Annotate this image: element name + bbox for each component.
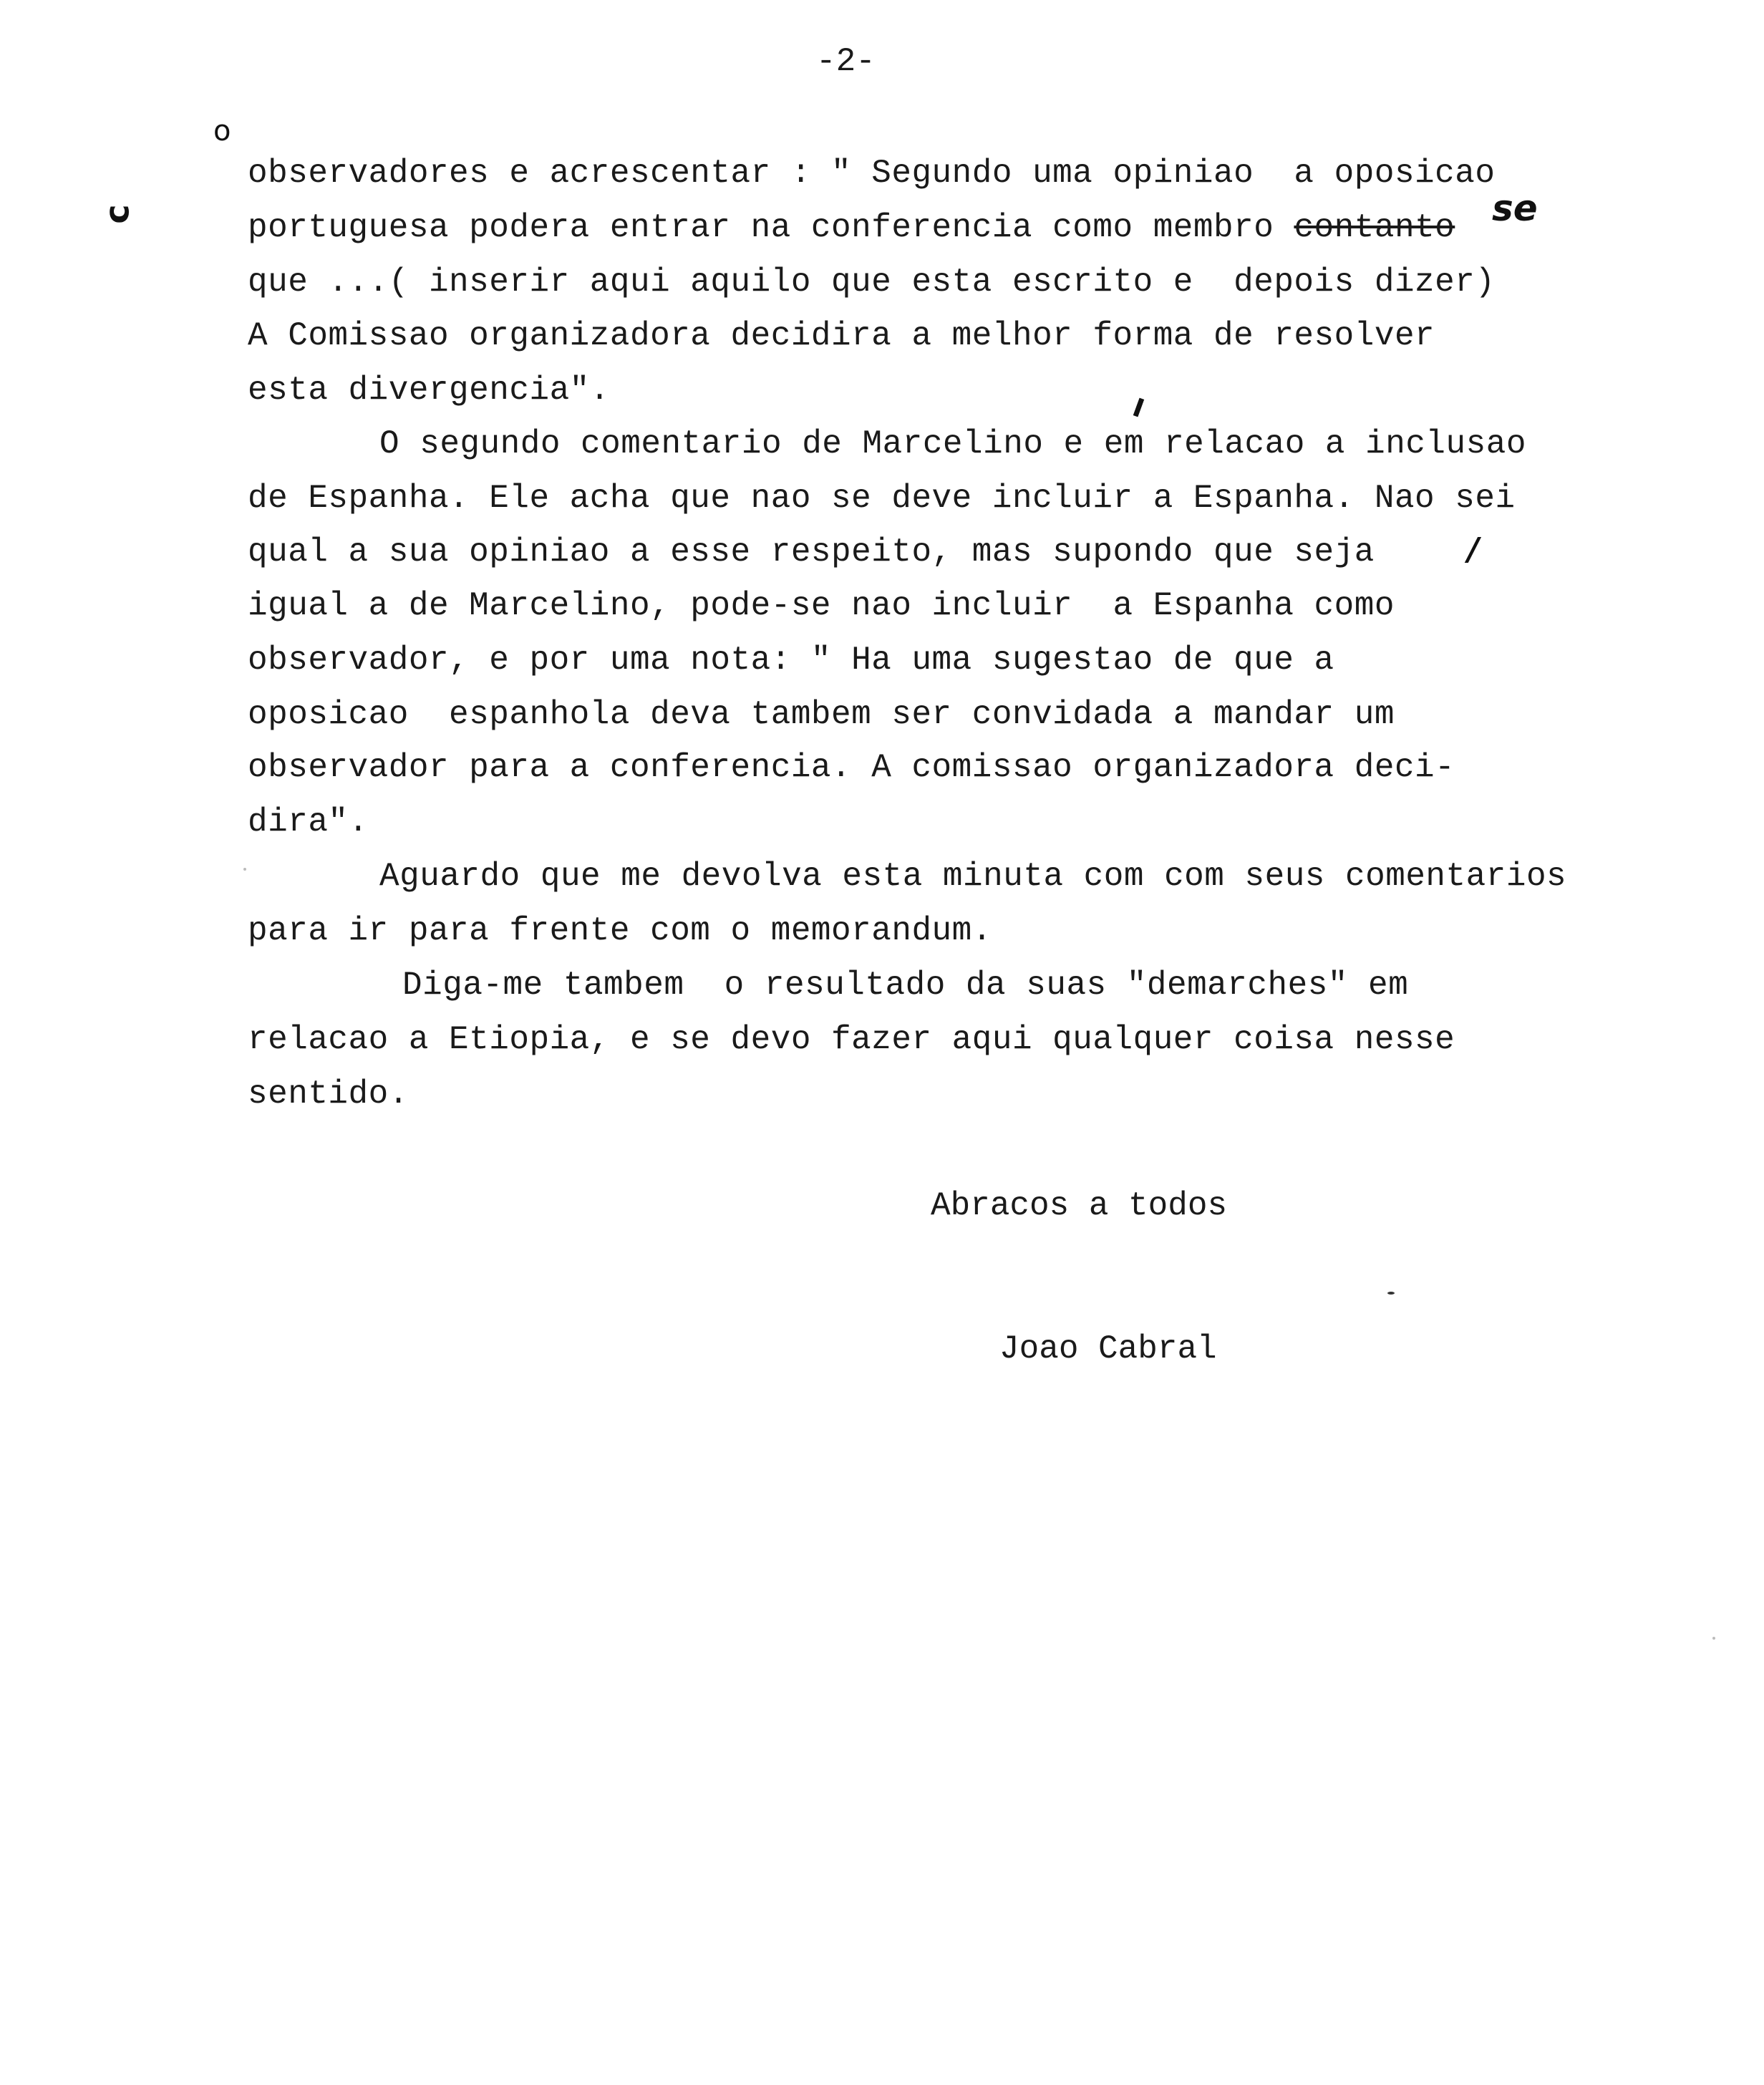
handwritten-correction: se: [1492, 188, 1538, 229]
paragraph-2-line-6: oposicao espanhola deva tambem ser convidada a mandar um: [248, 696, 1395, 733]
paragraph-2-line-7: observador para a conferencia. A comissao organizadora deci-: [248, 749, 1455, 786]
paragraph-1-line-4: A Comissao organizadora decidira a melhor forma de resolver: [248, 317, 1435, 354]
paragraph-4-line-2: relacao a Etiopia, e se devo fazer aqui qualquer coisa nesse: [248, 1021, 1455, 1058]
paragraph-2-line-8: dira".: [248, 803, 369, 841]
signature-name: Joao Cabral: [999, 1330, 1217, 1368]
handwritten-mark-margin: c: [97, 204, 137, 224]
scan-speck: [1712, 1637, 1715, 1640]
paragraph-4-line-3: sentido.: [248, 1075, 409, 1113]
paragraph-1-line-2-text: portuguesa podera entrar na conferencia como membro: [248, 209, 1294, 246]
struck-word: contanto: [1294, 209, 1455, 246]
paragraph-1-line-5: esta divergencia".: [248, 372, 610, 409]
paragraph-2-line-1: O segundo comentario de Marcelino e em relacao a inclusao: [379, 425, 1526, 463]
handwritten-x-mark: /: [1468, 531, 1480, 568]
paragraph-2-line-4: igual a de Marcelino, pode-se nao incluir a Espanha como: [248, 587, 1395, 624]
scan-speck: [1387, 1292, 1395, 1295]
paragraph-2-line-5: observador, e por uma nota: " Ha uma sugestao de que a: [248, 642, 1334, 679]
paragraph-1-line-2: [248, 208, 1455, 248]
paragraph-3-line-1: Aguardo que me devolva esta minuta com com seus comentarios: [379, 858, 1567, 895]
paragraph-3-line-2: para ir para frente com o memorandum.: [248, 912, 992, 949]
paragraph-2-line-3: qual a sua opiniao a esse respeito, mas supondo que seja: [248, 533, 1375, 571]
paragraph-2-line-2: de Espanha. Ele acha que nao se deve incluir a Espanha. Nao sei: [248, 480, 1516, 517]
scan-speck: [243, 868, 246, 871]
paragraph-4-line-1: Diga-me tambem o resultado da suas "demarches" em: [402, 967, 1409, 1004]
page-number: -2-: [816, 43, 876, 80]
handwritten-accent-mark: [1133, 398, 1144, 417]
paragraph-1-line-3: que ...( inserir aqui aquilo que esta escrito e depois dizer): [248, 263, 1496, 301]
handwritten-mark-top: o: [213, 115, 231, 147]
paragraph-1-line-1: observadores e acrescentar : " Segundo uma opiniao a oposicao: [248, 155, 1496, 192]
closing-salutation: Abracos a todos: [931, 1187, 1228, 1224]
